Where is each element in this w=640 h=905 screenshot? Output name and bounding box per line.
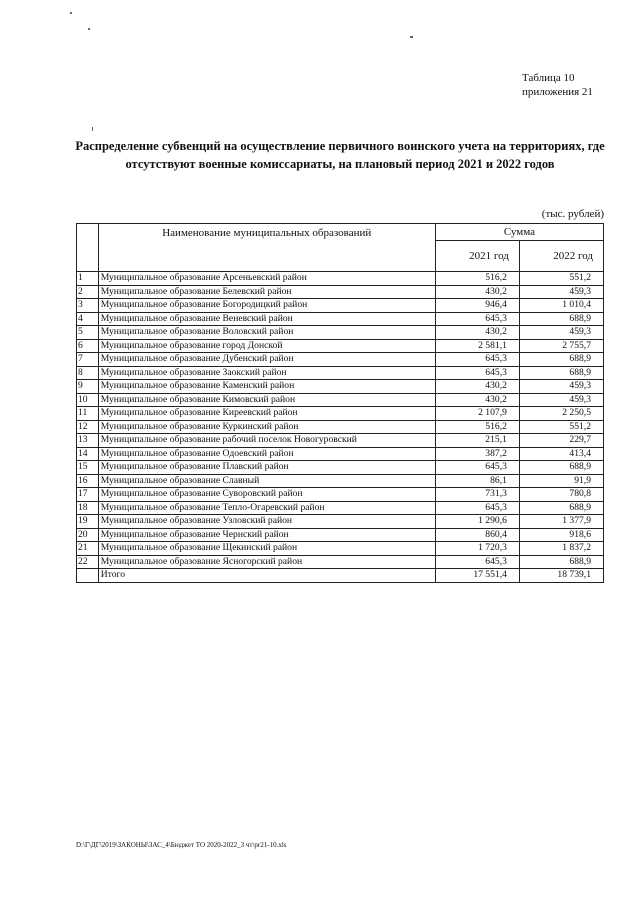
amount-2021: 215,1 — [435, 434, 519, 448]
municipality-name: Муниципальное образование Арсеньевский район — [98, 272, 435, 286]
table-row — [77, 285, 604, 299]
table-row — [77, 353, 604, 367]
row-number: 22 — [77, 555, 99, 569]
municipality-name: Муниципальное образование Каменский район — [98, 380, 435, 394]
amount-2022: 688,9 — [519, 353, 603, 367]
amount-2022: 688,9 — [519, 555, 603, 569]
row-number: 21 — [77, 542, 99, 556]
municipality-name: Муниципальное образование Суворовский район — [98, 488, 435, 502]
table-row — [77, 299, 604, 313]
subvention-table — [76, 223, 604, 583]
row-number: 2 — [77, 285, 99, 299]
amount-2021: 645,3 — [435, 353, 519, 367]
name-column-header: Наименование муниципальных образований — [98, 224, 435, 272]
number-column-header — [77, 224, 99, 272]
row-number: 1 — [77, 272, 99, 286]
amount-2022: 91,9 — [519, 474, 603, 488]
municipality-name: Муниципальное образование Веневский район — [98, 312, 435, 326]
amount-2022: 18 739,1 — [519, 569, 603, 583]
amount-2022: 1 377,9 — [519, 515, 603, 529]
amount-2021: 516,2 — [435, 272, 519, 286]
amount-2021: 430,2 — [435, 380, 519, 394]
table-row — [77, 393, 604, 407]
row-number: 13 — [77, 434, 99, 448]
amount-2022: 459,3 — [519, 380, 603, 394]
municipality-name: Муниципальное образование Славный — [98, 474, 435, 488]
amount-2021: 645,3 — [435, 501, 519, 515]
municipality-name: Муниципальное образование Белевский район — [98, 285, 435, 299]
amount-2021: 17 551,4 — [435, 569, 519, 583]
table-row — [77, 272, 604, 286]
table-row — [77, 542, 604, 556]
municipality-name: Муниципальное образование Тепло-Огаревский район — [98, 501, 435, 515]
scan-speck — [88, 28, 90, 30]
table-number: Таблица 10 — [522, 72, 575, 84]
scan-speck — [410, 36, 413, 38]
table-row — [77, 474, 604, 488]
amount-2022: 459,3 — [519, 393, 603, 407]
row-number: 4 — [77, 312, 99, 326]
table-row — [77, 461, 604, 475]
table-reference — [522, 71, 600, 99]
municipality-name: Муниципальное образование Куркинский район — [98, 420, 435, 434]
amount-2022: 2 755,7 — [519, 339, 603, 353]
amount-2021: 387,2 — [435, 447, 519, 461]
amount-2022: 551,2 — [519, 272, 603, 286]
table-row — [77, 434, 604, 448]
row-number: 18 — [77, 501, 99, 515]
table-row — [77, 447, 604, 461]
table-row — [77, 366, 604, 380]
amount-2022: 1 837,2 — [519, 542, 603, 556]
table-row — [77, 501, 604, 515]
amount-2021: 645,3 — [435, 366, 519, 380]
amount-2021: 645,3 — [435, 312, 519, 326]
table-row — [77, 380, 604, 394]
year-2021-header: 2021 год — [435, 241, 519, 272]
amount-2022: 918,6 — [519, 528, 603, 542]
municipality-name: Муниципальное образование Кимовский район — [98, 393, 435, 407]
table-row — [77, 407, 604, 421]
table-row — [77, 515, 604, 529]
amount-2021: 430,2 — [435, 285, 519, 299]
file-path: D:\Г\ДГ\2019\ЗАКОНЫ\ЗАС_4\Бюджет ТО 2020-2022_3 чт\pr21-10.xls — [76, 841, 287, 849]
amount-2022: 688,9 — [519, 461, 603, 475]
amount-2021: 1 720,3 — [435, 542, 519, 556]
municipality-name: Муниципальное образование Узловский район — [98, 515, 435, 529]
table-row — [77, 326, 604, 340]
amount-2021: 430,2 — [435, 393, 519, 407]
scan-speck — [92, 127, 93, 131]
year-2022-header: 2022 год — [519, 241, 603, 272]
municipality-name: Муниципальное образование Ясногорский район — [98, 555, 435, 569]
municipality-name: Муниципальное образование Дубенский район — [98, 353, 435, 367]
amount-2022: 229,7 — [519, 434, 603, 448]
amount-2021: 2 107,9 — [435, 407, 519, 421]
row-number: 5 — [77, 326, 99, 340]
municipality-name: Муниципальное образование город Донской — [98, 339, 435, 353]
row-number: 6 — [77, 339, 99, 353]
municipality-name: Муниципальное образование рабочий поселок Новогуровский — [98, 434, 435, 448]
amount-2021: 946,4 — [435, 299, 519, 313]
amount-2021: 86,1 — [435, 474, 519, 488]
municipality-name: Муниципальное образование Одоевский район — [98, 447, 435, 461]
table-row — [77, 339, 604, 353]
row-number: 9 — [77, 380, 99, 394]
amount-2022: 2 250,5 — [519, 407, 603, 421]
row-number: 16 — [77, 474, 99, 488]
row-number: 15 — [77, 461, 99, 475]
row-number: 11 — [77, 407, 99, 421]
row-number: 14 — [77, 447, 99, 461]
row-number — [77, 569, 99, 583]
row-number: 20 — [77, 528, 99, 542]
amount-2021: 860,4 — [435, 528, 519, 542]
amount-2022: 1 010,4 — [519, 299, 603, 313]
total-row — [77, 569, 604, 583]
row-number: 8 — [77, 366, 99, 380]
sum-column-header: Сумма — [435, 224, 603, 241]
row-number: 3 — [77, 299, 99, 313]
municipality-name: Муниципальное образование Богородицкий район — [98, 299, 435, 313]
appendix-label: приложения 21 — [522, 86, 593, 98]
amount-2021: 2 581,1 — [435, 339, 519, 353]
municipality-name: Итого — [98, 569, 435, 583]
amount-2022: 688,9 — [519, 501, 603, 515]
row-number: 19 — [77, 515, 99, 529]
amount-2021: 731,3 — [435, 488, 519, 502]
table-row — [77, 528, 604, 542]
amount-2021: 516,2 — [435, 420, 519, 434]
row-number: 7 — [77, 353, 99, 367]
amount-2021: 1 290,6 — [435, 515, 519, 529]
municipality-name: Муниципальное образование Щекинский район — [98, 542, 435, 556]
table-row — [77, 420, 604, 434]
scan-speck — [70, 12, 72, 14]
row-number: 17 — [77, 488, 99, 502]
amount-2022: 459,3 — [519, 326, 603, 340]
amount-2021: 645,3 — [435, 555, 519, 569]
document-title: Распределение субвенций на осуществление первичного воинского учета на территориях, где отсутствуют военные комиссариаты, на плановый период 2021 и 2022 годов — [75, 139, 605, 171]
table-row — [77, 488, 604, 502]
amount-2021: 645,3 — [435, 461, 519, 475]
row-number: 12 — [77, 420, 99, 434]
table-row — [77, 312, 604, 326]
amount-2022: 413,4 — [519, 447, 603, 461]
amount-2022: 780,8 — [519, 488, 603, 502]
row-number: 10 — [77, 393, 99, 407]
amount-2022: 688,9 — [519, 312, 603, 326]
municipality-name: Муниципальное образование Плавский район — [98, 461, 435, 475]
municipality-name: Муниципальное образование Чернский район — [98, 528, 435, 542]
amount-2022: 551,2 — [519, 420, 603, 434]
municipality-name: Муниципальное образование Воловский район — [98, 326, 435, 340]
amount-2021: 430,2 — [435, 326, 519, 340]
municipality-name: Муниципальное образование Заокский район — [98, 366, 435, 380]
amount-2022: 688,9 — [519, 366, 603, 380]
amount-2022: 459,3 — [519, 285, 603, 299]
municipality-name: Муниципальное образование Киреевский район — [98, 407, 435, 421]
units-label: (тыс. рублей) — [541, 208, 604, 220]
table-row — [77, 555, 604, 569]
